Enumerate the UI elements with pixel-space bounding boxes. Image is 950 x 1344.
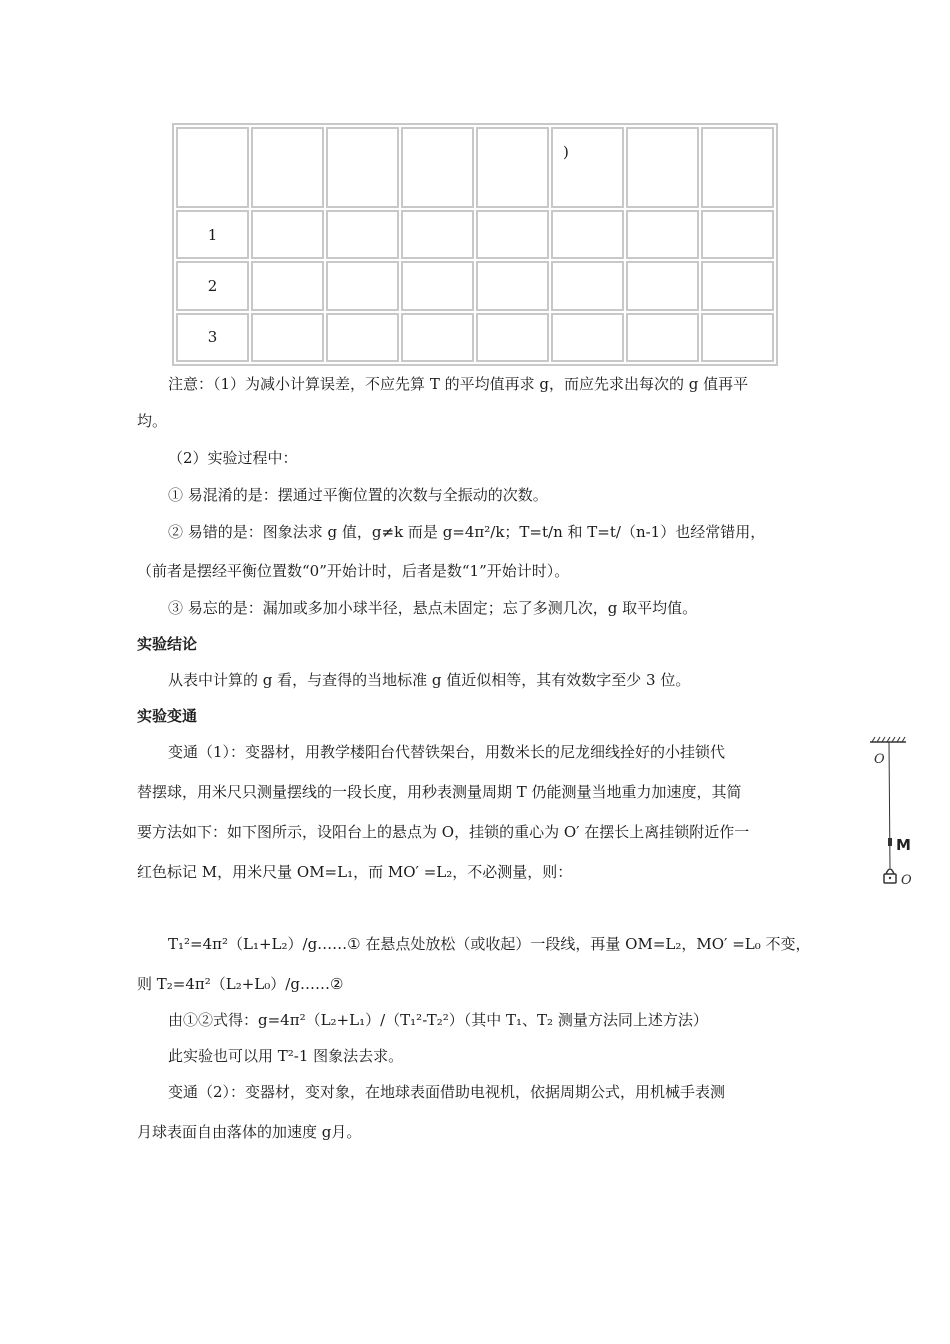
table-cell: [401, 127, 474, 208]
ceiling-hatch-icon: [870, 737, 906, 742]
table-cell: [176, 127, 249, 208]
variation-heading: 实验变通: [137, 707, 198, 725]
label-o: O: [874, 752, 885, 767]
note-3: ① 易混淆的是：摆通过平衡位置的次数与全振动的次数。: [168, 486, 548, 504]
pendulum-figure: [866, 736, 926, 892]
table-cell: [551, 313, 624, 362]
table-cell: [626, 261, 699, 310]
variation-2-line2: 月球表面自由落体的加速度 g月。: [137, 1123, 362, 1141]
equation-3: 由①②式得：g=4π²（L₂+L₁）/（T₁²-T₂²）（其中 T₁、T₂ 测量方法同上述方法）: [168, 1011, 708, 1029]
note-4-cont: （前者是摆经平衡位置数“0”开始计时，后者是数“1”开始计时）。: [137, 562, 570, 580]
table-cell: [476, 261, 549, 310]
pendulum-string: [889, 742, 890, 868]
equation-4: 此实验也可以用 T²-1 图象法去求。: [168, 1047, 404, 1065]
table-cell: [251, 261, 324, 310]
label-m: M: [896, 836, 911, 854]
table-cell: [326, 210, 399, 259]
table-cell: 1: [176, 210, 249, 259]
variation-1-line4: 红色标记 M，用米尺量 OM=L₁，而 MO′ =L₂，不必测量，则：: [137, 863, 573, 881]
table-cell: [701, 313, 774, 362]
variation-1-line3: 要方法如下：如下图所示，设阳台上的悬点为 O，挂锁的重心为 O′ 在摆长上离挂锁附近作一: [137, 823, 750, 841]
table-cell: [476, 127, 549, 208]
table-cell: [401, 261, 474, 310]
variation-1-line2: 替摆球，用米尺只测量摆线的一段长度，用秒表测量周期 T 仍能测量当地重力加速度，其简: [137, 783, 742, 801]
table-cell: [476, 313, 549, 362]
table-cell: [251, 210, 324, 259]
padlock-icon: [884, 869, 896, 883]
marker-m-icon: [888, 838, 892, 846]
table-row: [176, 210, 774, 259]
table-cell: 3: [176, 313, 249, 362]
table-cell: [626, 127, 699, 208]
note-5: ③ 易忘的是：漏加或多加小球半径，悬点未固定；忘了多测几次，g 取平均值。: [168, 599, 698, 617]
table-cell: [626, 313, 699, 362]
table-cell: [701, 261, 774, 310]
data-table: [172, 123, 778, 366]
table-cell: [326, 261, 399, 310]
variation-1-line1: 变通（1）：变器材，用教学楼阳台代替铁架台，用数米长的尼龙细线拴好的小挂锁代: [168, 743, 726, 761]
table-cell: [326, 127, 399, 208]
table-cell: [251, 127, 324, 208]
table-cell: ): [551, 127, 624, 208]
equation-2: 则 T₂=4π²（L₂+L₀）/g……②: [137, 975, 344, 993]
table-cell: [401, 313, 474, 362]
table-cell: 2: [176, 261, 249, 310]
table-cell: [701, 127, 774, 208]
table-cell: [326, 313, 399, 362]
label-o-prime: O: [901, 873, 912, 888]
table-cell: [551, 261, 624, 310]
table-row: [176, 313, 774, 362]
note-1-cont: 均。: [137, 412, 168, 430]
table-cell: [626, 210, 699, 259]
table-cell: [551, 210, 624, 259]
table-cell: [476, 210, 549, 259]
conclusion-heading: 实验结论: [137, 635, 198, 653]
note-1: 注意：（1）为减小计算误差，不应先算 T 的平均值再求 g，而应先求出每次的 g 值再平: [168, 375, 749, 393]
conclusion-text: 从表中计算的 g 看，与查得的当地标准 g 值近似相等，其有效数字至少 3 位。: [168, 671, 691, 689]
equation-1: T₁²=4π²（L₁+L₂）/g……① 在悬点处放松（或收起）一段线，再量 OM=L₂，MO′ =L₀ 不变，: [168, 935, 811, 953]
note-4: ② 易错的是：图象法求 g 值，g≠k 而是 g=4π²/k；T=t/n 和 T=t/（n-1）也经常错用，: [168, 523, 766, 541]
note-2: （2）实验过程中：: [168, 449, 298, 467]
table-cell: [251, 313, 324, 362]
table-row: [176, 127, 774, 208]
table-row: [176, 261, 774, 310]
table-cell: [701, 210, 774, 259]
variation-2-line1: 变通（2）：变器材，变对象，在地球表面借助电视机，依据周期公式，用机械手表测: [168, 1083, 726, 1101]
table-cell: [401, 210, 474, 259]
